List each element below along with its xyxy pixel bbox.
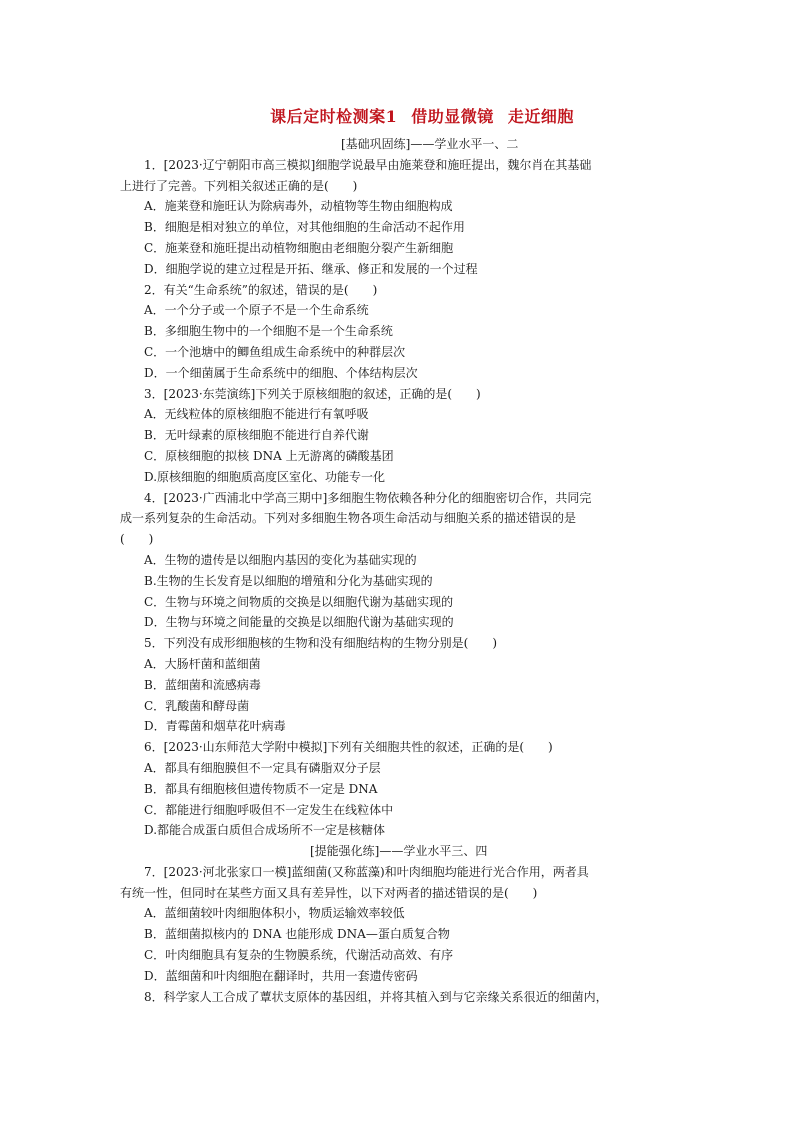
answer-option: D.都能合成蛋白质但合成场所不一定是核糖体 [144,823,386,838]
question-text: 成一系列复杂的生命活动。下列对多细胞生物各项生命活动与细胞关系的描述错误的是 [120,511,577,526]
answer-option: A．施莱登和施旺认为除病毒外，动植物等生物由细胞构成 [144,199,453,214]
title-part1: 课后定时检测案1 [270,107,398,126]
answer-option: A．大肠杆菌和蓝细菌 [144,656,261,671]
answer-option: B．无叶绿素的原核细胞不能进行自养代谢 [144,428,369,443]
answer-option: D.原核细胞的细胞质高度区室化、功能专一化 [144,469,386,484]
section-heading: [提能强化练]——学业水平三、四 [310,844,488,859]
question-text: 3．[2023·东莞演练]下列关于原核细胞的叙述，正确的是( ) [144,386,481,401]
answer-option: C．施莱登和施旺提出动植物细胞由老细胞分裂产生新细胞 [144,240,454,255]
answer-option: C．乳酸菌和酵母菌 [144,698,250,713]
answer-option: A．无线粒体的原核细胞不能进行有氧呼吸 [144,407,369,422]
answer-option: C．原核细胞的拟核 DNA 上无游离的磷酸基团 [144,448,394,463]
answer-option: C．都能进行细胞呼吸但不一定发生在线粒体中 [144,802,394,817]
question-text: 5．下列没有成形细胞核的生物和没有细胞结构的生物分别是( ) [144,636,498,651]
answer-option: B.生物的生长发育是以细胞的增殖和分化为基础实现的 [144,573,433,588]
question-text: 8．科学家人工合成了蕈状支原体的基因组，并将其植入到与它亲缘关系很近的细菌内， [144,989,608,1004]
answer-option: B．蓝细菌和流感病毒 [144,677,261,692]
answer-option: A．生物的遗传是以细胞内基因的变化为基础实现的 [144,552,417,567]
question-text: 7．[2023·河北张家口一模]蓝细菌(又称蓝藻)和叶肉细胞均能进行光合作用，两者具 [144,864,589,879]
title-part2: 借助显微镜 [411,107,494,126]
answer-option: D．青霉菌和烟草花叶病毒 [144,719,286,734]
question-text: 上进行了完善。下列相关叙述正确的是( ) [120,178,358,193]
answer-option: C．生物与环境之间物质的交换是以细胞代谢为基础实现的 [144,594,454,609]
question-text: 1．[2023·辽宁朝阳市高三模拟]细胞学说最早由施莱登和施旺提出，魏尔肖在其基础 [144,157,592,172]
answer-option: D．细胞学说的建立过程是开拓、继承、修正和发展的一个过程 [144,261,478,276]
answer-option: A．一个分子或一个原子不是一个生命系统 [144,303,369,318]
question-text: 2．有关“生命系统”的叙述，错误的是( ) [144,282,378,297]
answer-option: A．都具有细胞膜但不一定具有磷脂双分子层 [144,760,381,775]
answer-option: B．多细胞生物中的一个细胞不是一个生命系统 [144,324,393,339]
answer-option: C．一个池塘中的鲫鱼组成生命系统中的种群层次 [144,344,406,359]
page-title [164,106,680,128]
section-heading: [基础巩固练]——学业水平一、二 [341,137,519,151]
answer-option: A．蓝细菌较叶肉细胞体积小，物质运输效率较低 [144,906,405,921]
answer-option: B．细胞是相对独立的单位，对其他细胞的生命活动不起作用 [144,220,465,235]
question-text: ( ) [120,532,154,547]
answer-option: D．一个细菌属于生命系统中的细胞、个体结构层次 [144,365,418,380]
answer-option: B．蓝细菌拟核内的 DNA 也能形成 DNA—蛋白质复合物 [144,927,450,942]
document-content [120,106,680,1007]
answer-option: D．生物与环境之间能量的交换是以细胞代谢为基础实现的 [144,615,454,630]
title-part3: 走近细胞 [507,107,574,126]
answer-option: D．蓝细菌和叶肉细胞在翻译时，共用一套遗传密码 [144,968,418,983]
question-text: 有统一性，但同时在某些方面又具有差异性，以下对两者的描述错误的是( ) [120,885,538,900]
question-text: 6．[2023·山东师范大学附中模拟]下列有关细胞共性的叙述，正确的是( ) [144,740,553,755]
answer-option: B．都具有细胞核但遗传物质不一定是 DNA [144,781,378,796]
answer-option: C．叶肉细胞具有复杂的生物膜系统，代谢活动高效、有序 [144,948,454,963]
question-list [120,134,680,1007]
question-text: 4．[2023·广西浦北中学高三期中]多细胞生物依赖各种分化的细胞密切合作，共同完 [144,490,592,505]
